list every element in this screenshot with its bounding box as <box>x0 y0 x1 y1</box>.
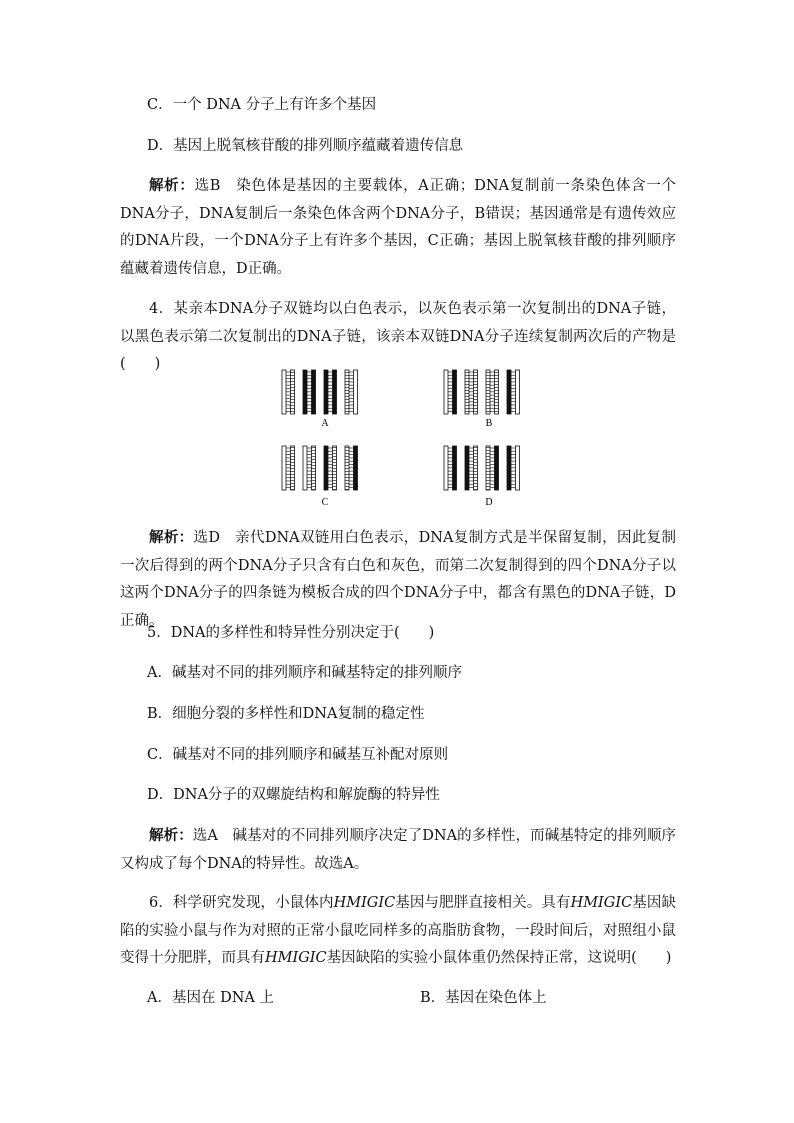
q6-option-b: B．基因在染色体上 <box>420 990 547 1006</box>
dna-strand-black <box>303 370 307 414</box>
figure-label-a: A <box>321 418 329 429</box>
dna-strand-gray <box>465 370 469 414</box>
dna-strand-gray <box>474 446 478 490</box>
dna-strand-gray <box>312 446 316 490</box>
q5-option-a: A．碱基对不同的排列顺序和碱基特定的排列顺序 <box>147 665 462 681</box>
dna-strand-black <box>453 446 457 490</box>
dna-replication-figure <box>270 362 560 512</box>
dna-strand-gray <box>345 446 349 490</box>
q5-analysis <box>120 822 676 878</box>
gene-name: HMIGIC <box>265 950 327 966</box>
dna-strand-black <box>354 446 358 490</box>
dna-strand-white <box>282 370 286 414</box>
dna-strand-white <box>303 446 307 490</box>
q6-option-a: A．基因在 DNA 上 <box>147 990 274 1006</box>
dna-strand-white <box>444 446 448 490</box>
q6-stem-part2: 基因与肥胖直接相关。具有 <box>395 895 571 911</box>
dna-strand-black <box>507 370 511 414</box>
dna-strand-white <box>282 446 286 490</box>
dna-strand-gray <box>486 446 490 490</box>
q6-stem-part4: 基因缺陷的实验小鼠体重仍然保持正常，这说明( ) <box>326 950 672 966</box>
figure-label-d: D <box>485 497 493 508</box>
dna-strand-black <box>495 446 499 490</box>
figure-label-b: B <box>485 418 493 429</box>
dna-strand-black <box>312 370 316 414</box>
q5-option-c: C．碱基对不同的排列顺序和碱基互补配对原则 <box>147 747 449 763</box>
dna-strand-black <box>465 446 469 490</box>
dna-strand-white <box>516 370 520 414</box>
q5-option-d: D．DNA分子的双螺旋结构和解旋酶的特异性 <box>147 787 440 803</box>
q6-stem-part1: 6．科学研究发现，小鼠体内 <box>149 895 334 911</box>
dna-strand-gray <box>486 370 490 414</box>
q3-option-c: C．一个 DNA 分子上有许多个基因 <box>147 97 377 113</box>
q5-stem: 5．DNA的多样性和特异性分别决定于( ) <box>147 625 435 641</box>
dna-strand-gray <box>495 370 499 414</box>
dna-strand-black <box>324 370 328 414</box>
q5-option-b: B．细胞分裂的多样性和DNA复制的稳定性 <box>147 706 425 722</box>
analysis-text: 选B 染色体是基因的主要载体，A正确；DNA复制前一条染色体含一个DNA分子，DNA复制后一条染色体含两个DNA分子，B错误；基因通常是有遗传效应的DNA片段，一个DNA分子上有许多个基因，C正确；基因上脱氧核苷酸的排列顺序蕴藏着遗传信息，D正确。 <box>120 178 676 277</box>
q4-analysis <box>120 524 676 635</box>
dna-strand-black <box>333 370 337 414</box>
dna-strand-black <box>507 446 511 490</box>
q4-stem: 4．某亲本DNA分子双链均以白色表示，以灰色表示第一次复制出的DNA子链，以黑色表示第二次复制出的DNA子链，该亲本双链DNA分子连续复制两次后的产物是( ) <box>120 301 676 372</box>
dna-strand-white <box>516 446 520 490</box>
analysis-text: 选D 亲代DNA双链用白色表示，DNA复制方式是半保留复制，因此复制一次后得到的两个DNA分子只含有白色和灰色，而第二次复制得到的四个DNA分子以这两个DNA分子的四条链为模板合成的四个DNA分子中，都含有黑色的DNA子链，D正确。 <box>120 530 676 629</box>
q6-stem-part3: 基因缺陷的实验小鼠与作为对照的正常小鼠吃同样多的高脂肪食物，一段时间后，对照组小鼠变得十分肥胖，而具有 <box>120 895 676 966</box>
analysis-label: 解析： <box>149 177 195 194</box>
dna-strand-gray <box>345 370 349 414</box>
gene-name: HMIGIC <box>570 895 633 911</box>
dna-strand-gray <box>291 446 295 490</box>
q3-option-d: D．基因上脱氧核苷酸的排列顺序蕴藏着遗传信息 <box>147 138 464 154</box>
dna-strand-gray <box>291 370 295 414</box>
dna-strand-black <box>324 446 328 490</box>
dna-strand-gray <box>474 370 478 414</box>
dna-strand-black <box>453 370 457 414</box>
analysis-label: 解析： <box>149 827 193 844</box>
q6-stem <box>120 890 676 973</box>
q3-analysis <box>120 172 676 283</box>
dna-strand-white <box>444 370 448 414</box>
figure-label-c: C <box>321 497 329 508</box>
analysis-text: 选A 碱基对的不同排列顺序决定了DNA的多样性，而碱基特定的排列顺序又构成了每个DNA的特异性。故选A。 <box>120 828 676 872</box>
q6-options <box>147 988 707 1008</box>
dna-strand-white <box>354 370 358 414</box>
analysis-label: 解析： <box>149 529 194 546</box>
gene-name: HMIGIC <box>333 895 396 911</box>
dna-strand-gray <box>333 446 337 490</box>
